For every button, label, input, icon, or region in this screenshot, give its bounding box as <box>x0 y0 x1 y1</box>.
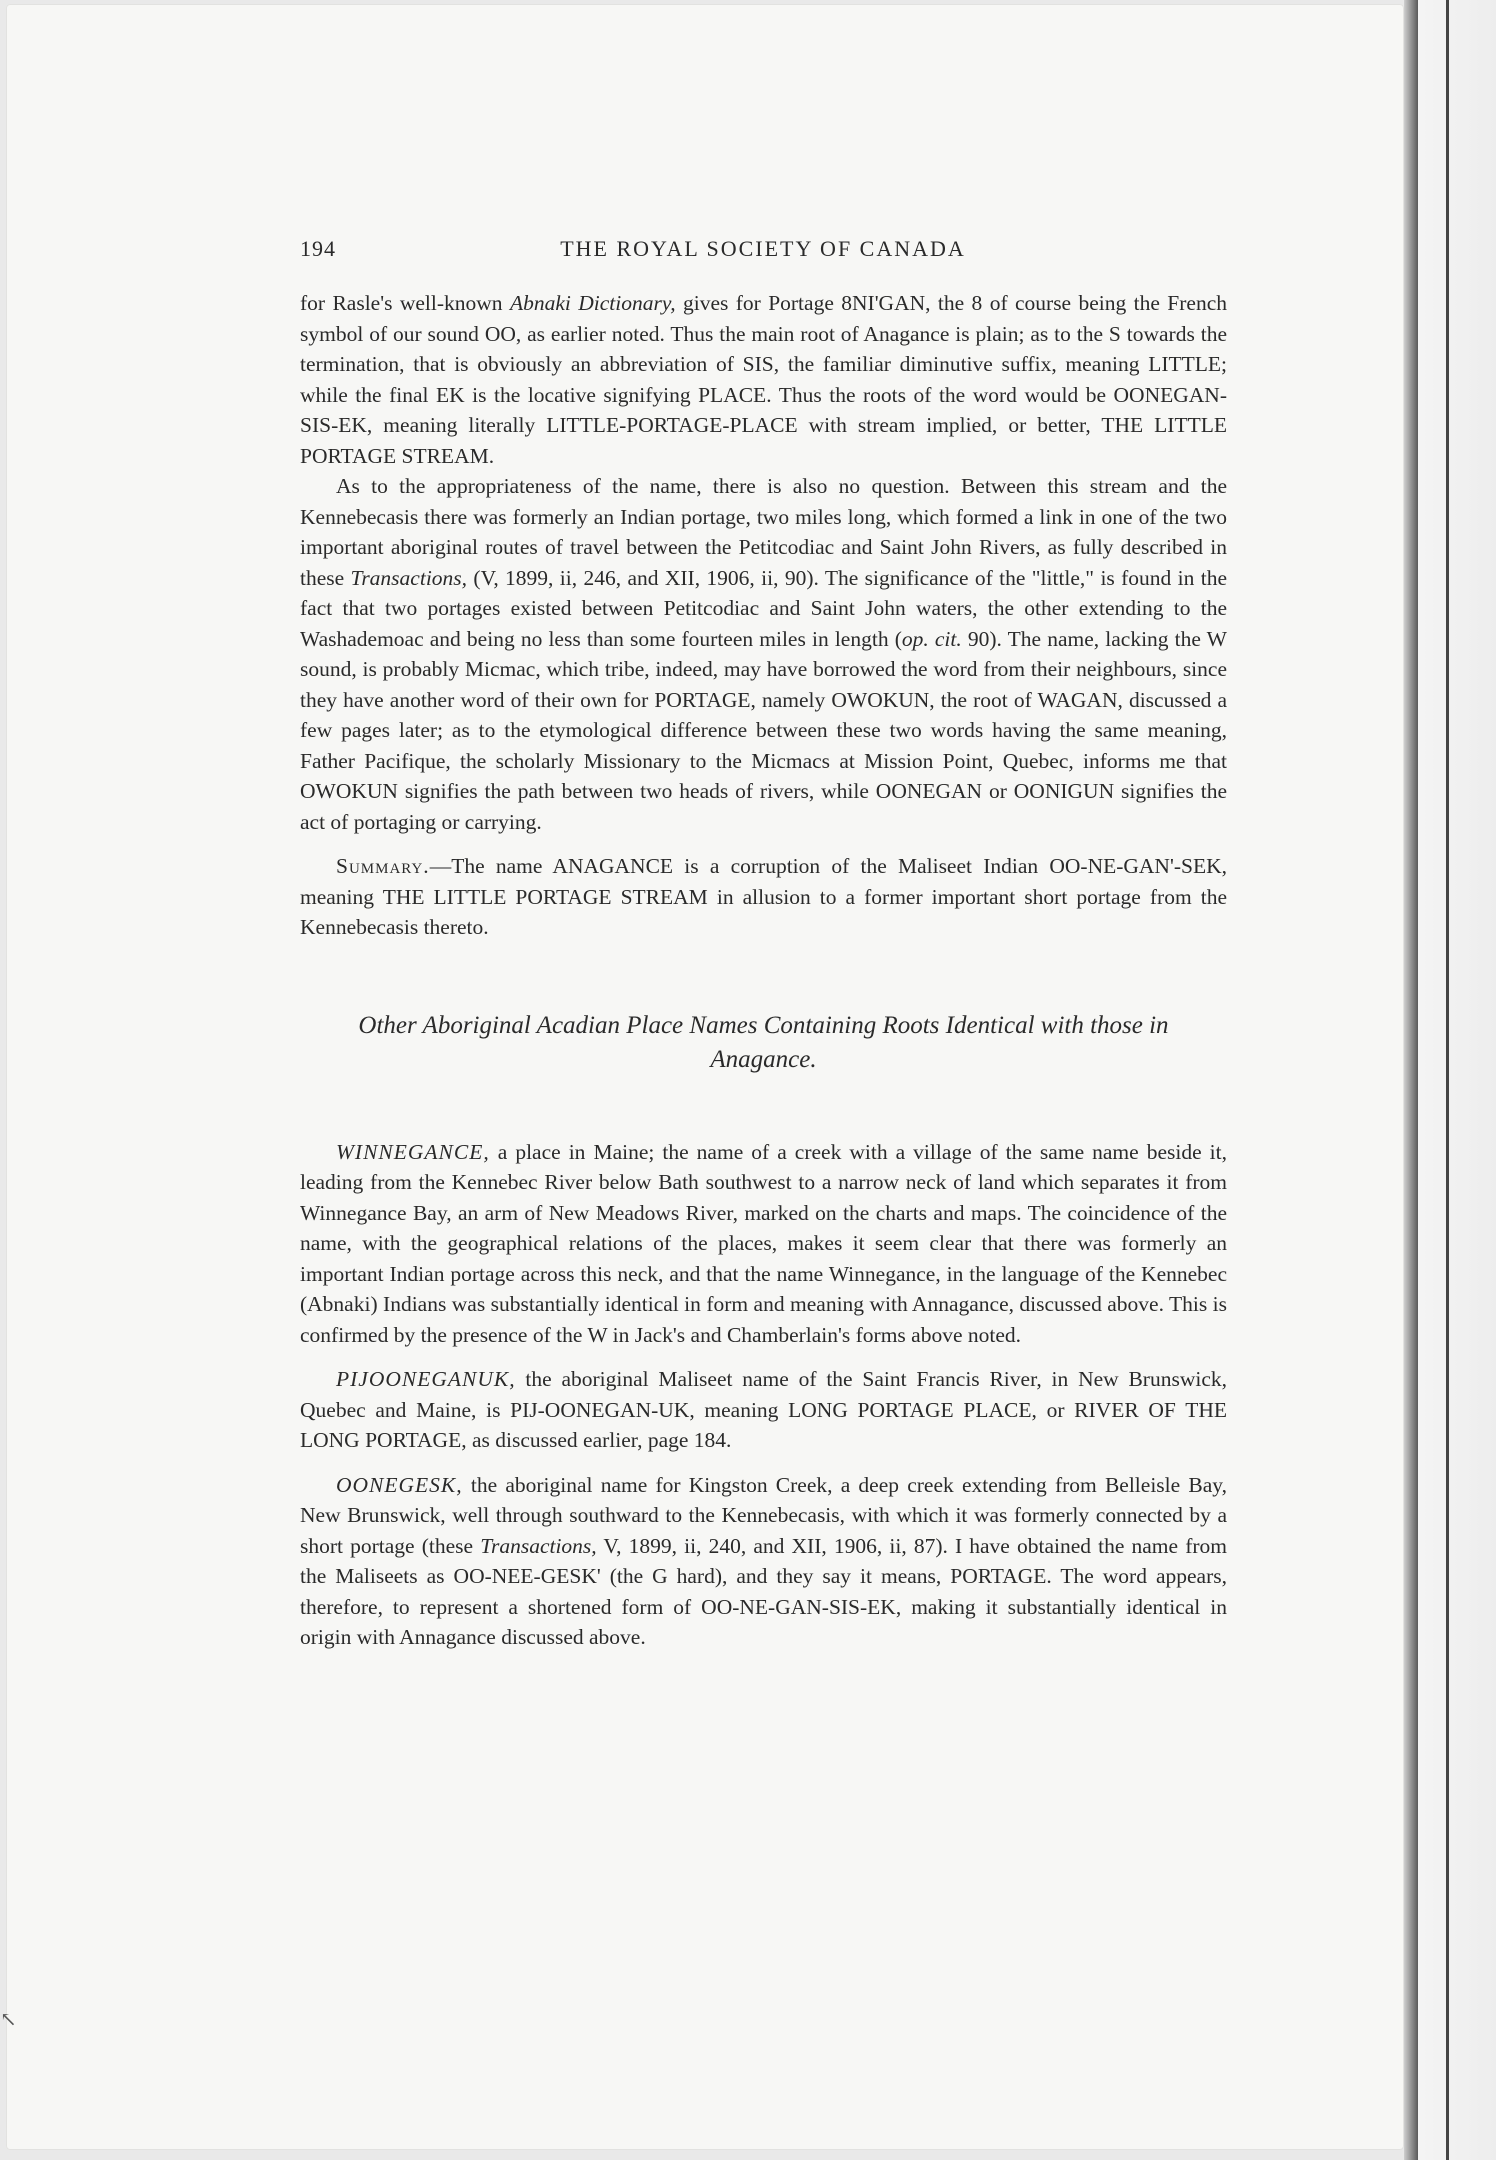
term-pijooneganuk: PIJOONEGANUK, <box>336 1367 516 1391</box>
running-title: THE ROYAL SOCIETY OF CANADA <box>560 236 966 261</box>
paragraph-summary: Summary.—The name ANAGANCE is a corruption of the Maliseet Indian OO-NE-GAN'-SEK, meaning THE LITTLE PORTAGE STREAM in allusion to a former important short portage from the Kennebecasis thereto. <box>300 854 1227 939</box>
paragraph-appropriateness: As to the appropriateness of the name, there is also no question. Between this stream and the Kennebecasis there was formerly an Indian portage, two miles long, which formed a link in one of the two important aboriginal routes of travel between the Petitcodiac and Saint John Rivers, as fully described in these Transactions, (V, 1899, ii, 246, and XII, 1906, ii, 90). The significance of the "little," is found in the fact that two portages existed between Petitcodiac and Saint John waters, the other extending to the Washademoac and being no less than some fourteen miles in length (op. cit. 90). The name, lacking the W sound, is probably Micmac, which tribe, indeed, may have borrowed the word from their neighbours, since they have another word of their own for PORTAGE, namely OWOKUN, the root of WAGAN, discussed a few pages later; as to the etymological difference between these two words having the same meaning, Father Pacifique, the scholarly Missionary to the Micmacs at Mission Point, Quebec, informs me that OWOKUN signifies the path between two heads of rivers, while OONEGAN or OONIGUN signifies the act of portaging or carrying. <box>300 474 1228 834</box>
term-winnegance: WINNEGANCE, <box>336 1139 490 1164</box>
paragraph-winnegance: WINNEGANCE, a place in Maine; the name of a creek with a village of the same name beside it, leading from the Kennebec River below Bath southwest to a narrow neck of land which separates it from Winnegance Bay, an arm of New Meadows River, marked on the charts and maps. The coincidence of the name, with the geographical relations of the places, makes it seem clear that there was formerly an important Indian portage across this neck, and that the name Winnegance, in the language of the Kennebec (Abnaki) Indians was substantially identical in form and meaning with Annagance, discussed above. This is confirmed by the presence of the W in Jack's and Chamberlain's forms above noted. <box>300 1139 1227 1347</box>
page-header <box>300 236 1226 276</box>
facing-page-edge <box>1418 0 1496 2160</box>
italic-transactions: Transactions, <box>350 565 468 590</box>
book-binding-shadow <box>1404 0 1418 2160</box>
scan-corner-mark: ↖ <box>0 2009 17 2031</box>
paragraph-rasle: for Rasle's well-known Abnaki Dictionary, gives for Portage 8NI'GAN, the 8 of course being the French symbol of our sound OO, as earlier noted. Thus the main root of Anagance is plain; as to the S towards the termination, that is obviously an abbreviation of SIS, the familiar diminutive suffix, meaning LITTLE; while the final EK is the locative signifying PLACE. Thus the roots of the word would be OONEGAN-SIS-EK, meaning literally LITTLE-PORTAGE-PLACE with stream implied, or better, THE LITTLE PORTAGE STREAM. <box>300 291 1227 468</box>
italic-title: Abnaki Dictionary, <box>509 291 676 315</box>
italic-op-cit: op. cit. <box>901 626 962 651</box>
page-edge-line <box>1446 0 1449 2160</box>
page-body <box>300 288 1227 1653</box>
paragraph-pijooneganuk: PIJOONEGANUK, the aboriginal Maliseet name of the Saint Francis River, in New Brunswick, Quebec and Maine, is PIJ-OONEGAN-UK, meaning LONG PORTAGE PLACE, or RIVER OF THE LONG PORTAGE, as discussed earlier, page 184. <box>300 1367 1227 1452</box>
term-oonegesk: OONEGESK, <box>336 1472 463 1497</box>
italic-transactions-2: Transactions, <box>480 1533 597 1558</box>
summary-label: Summary. <box>336 854 430 878</box>
paragraph-oonegesk: OONEGESK, the aboriginal name for Kingston Creek, a deep creek extending from Belleisle Bay, New Brunswick, well through southward to the Kennebecasis, with which it was formerly connected by a short portage (these Transactions, V, 1899, ii, 240, and XII, 1906, ii, 87). I have obtained the name from the Maliseets as OO-NEE-GESK' (the G hard), and they say it means, PORTAGE. The word appears, therefore, to represent a shortened form of OO-NE-GAN-SIS-EK, making it substantially identical in origin with Annagance discussed above. <box>300 1472 1227 1649</box>
page-number: 194 <box>300 236 336 261</box>
section-heading: Other Aboriginal Acadian Place Names Containing Roots Identical with those in Anagance. <box>358 1011 1169 1073</box>
